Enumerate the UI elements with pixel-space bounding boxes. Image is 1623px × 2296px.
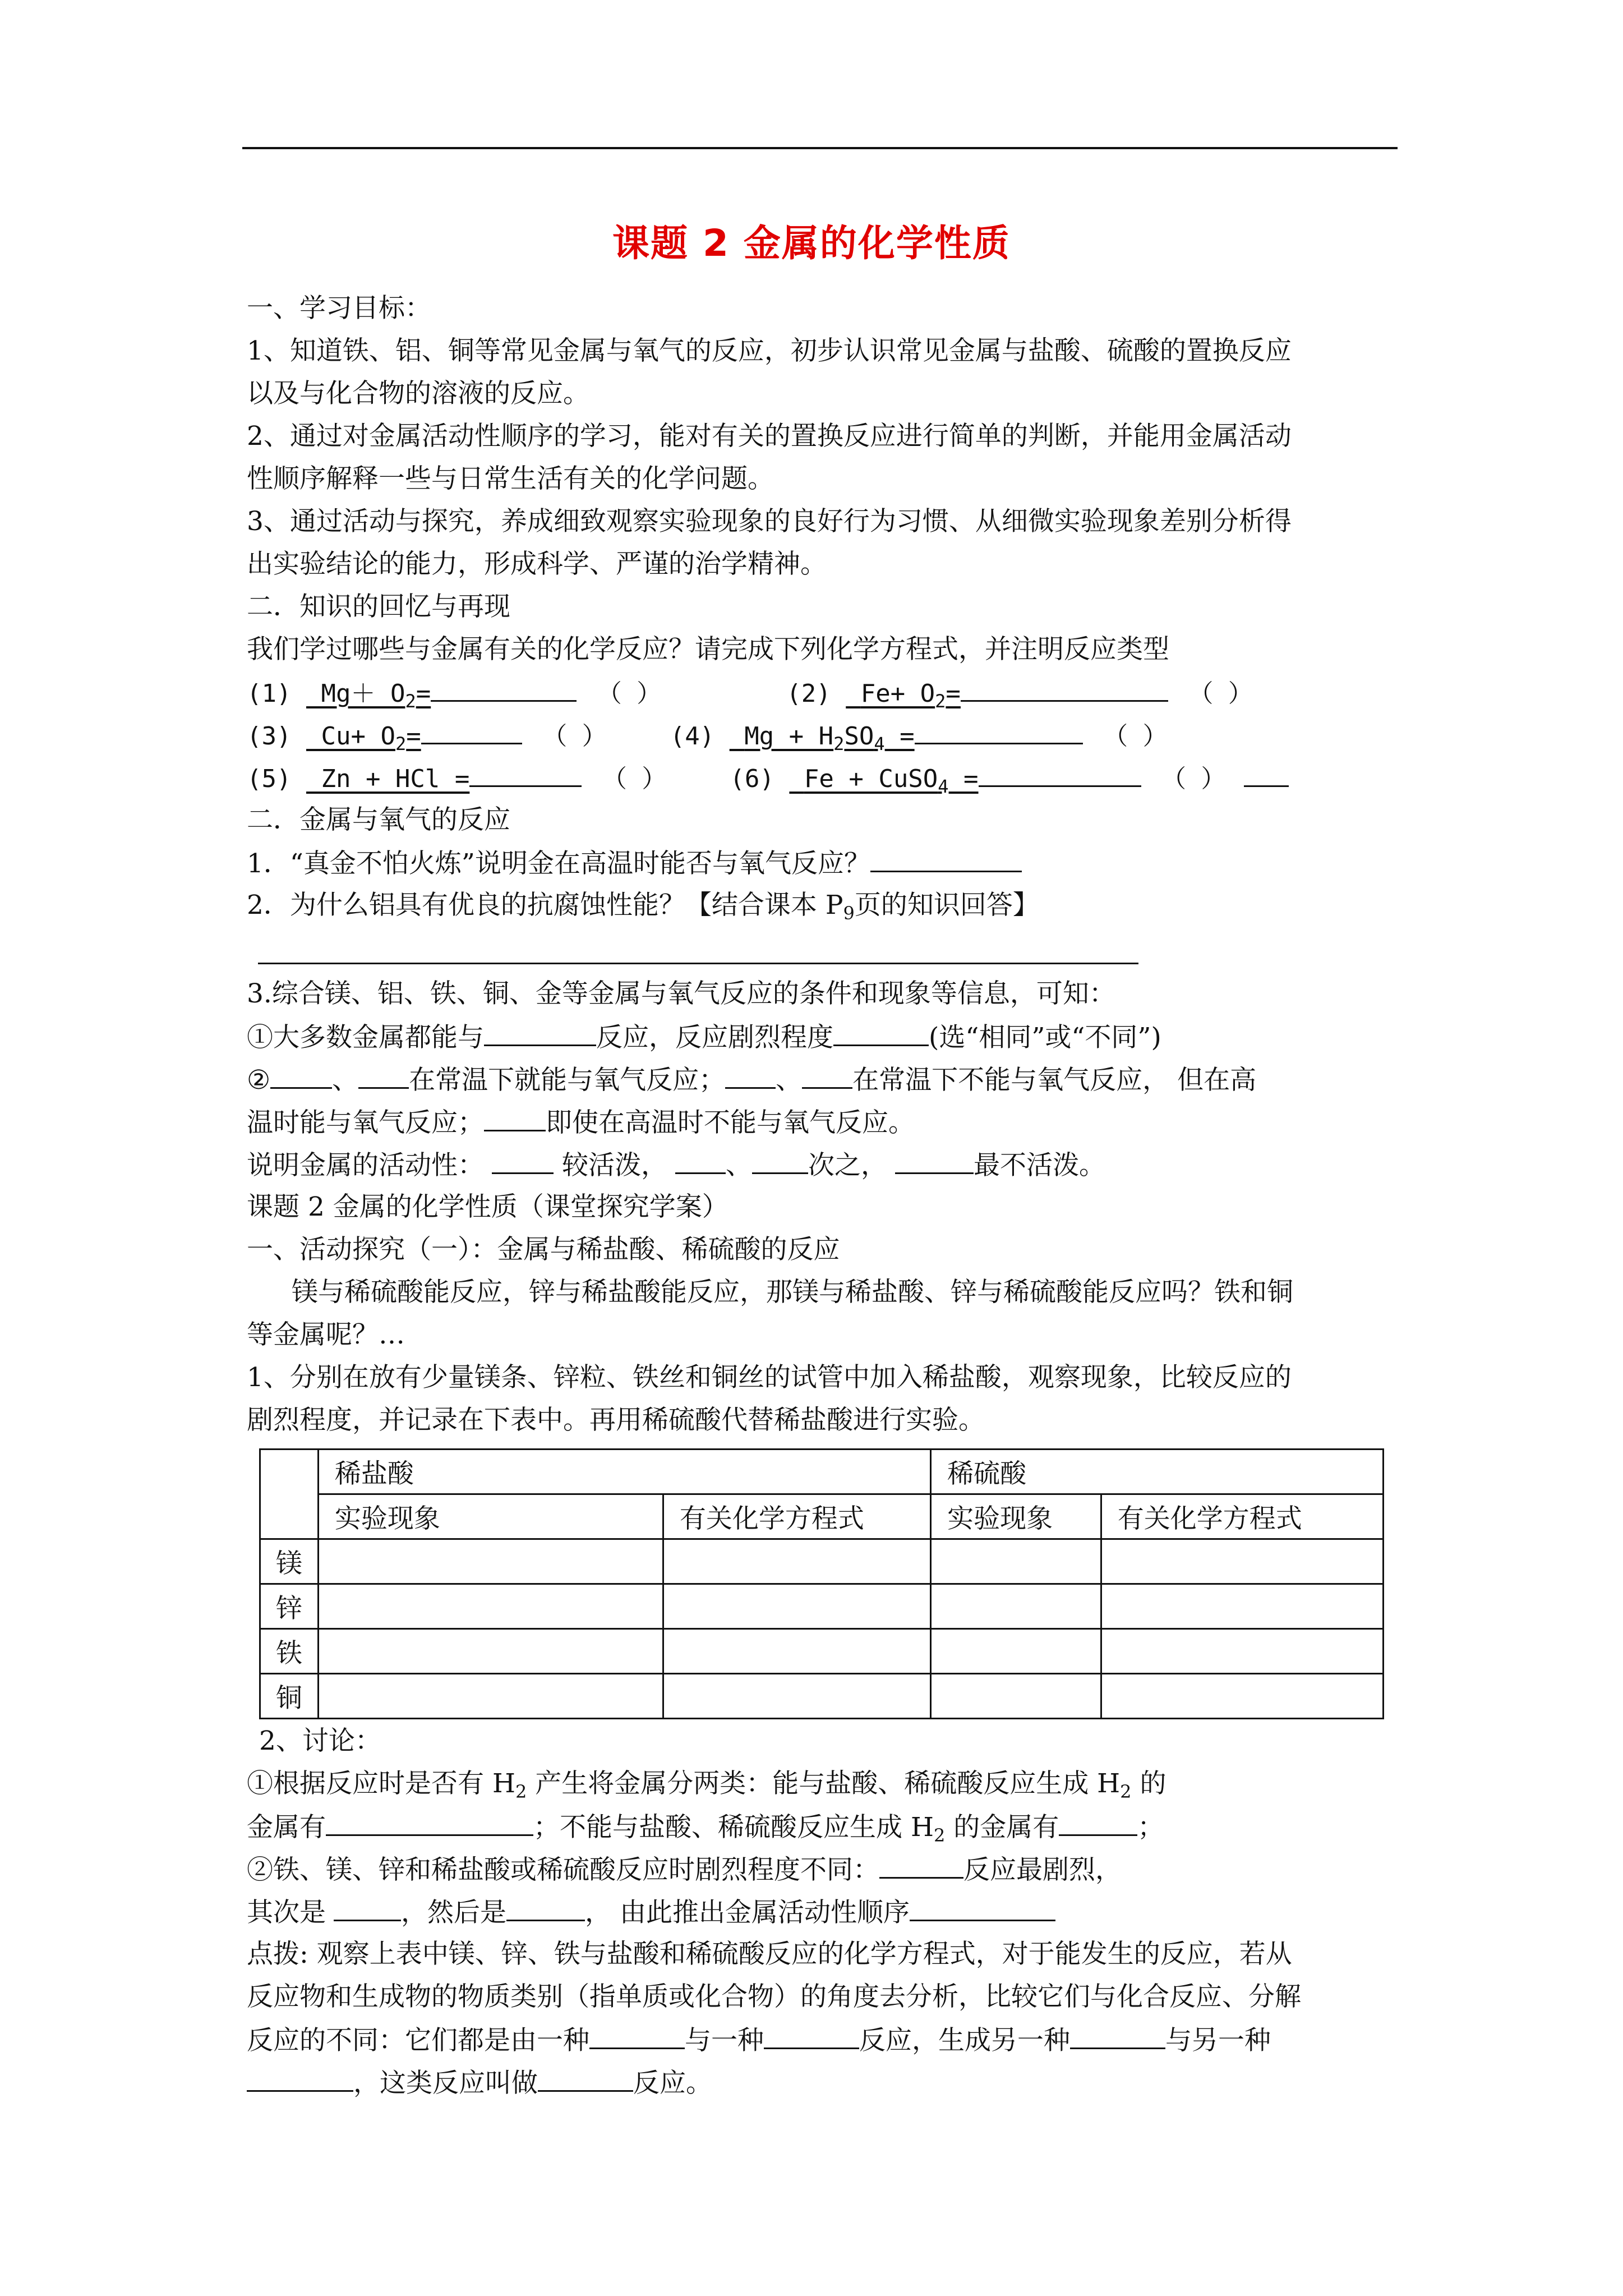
tip-line-2: 反应物和生成物的物质类别（指单质或化合物）的角度去分析，比较它们与化合反应、分解 bbox=[247, 1981, 1301, 2012]
d1-blank-1[interactable] bbox=[326, 1810, 533, 1836]
conclusion-2: ② 、 在常温下就能与氧气反应； 、 在常温下不能与氧气反应， 但在高 bbox=[247, 1062, 1256, 1097]
acid-header-hcl: 稀盐酸 bbox=[318, 1450, 930, 1494]
reaction-4: $Mg + H_2SO_4$ = bbox=[744, 722, 915, 754]
recall-prompt: 我们学过哪些与金属有关的化学反应？请完成下列化学方程式，并注明反应类型 bbox=[247, 634, 1169, 665]
table-row bbox=[260, 1629, 1384, 1674]
acid-header-h2so4: 稀硫酸 bbox=[931, 1450, 1384, 1494]
activity-heading: 一、活动探究（一）：金属与稀盐酸、稀硫酸的反应 bbox=[247, 1234, 840, 1265]
c1-blank-2[interactable] bbox=[833, 1020, 929, 1046]
goal-1-line-1: 1、知道铁、铝、铜等常见金属与氧气的反应，初步认识常见金属与盐酸、硫酸的置换反应 bbox=[247, 335, 1292, 366]
d2-blank-1[interactable] bbox=[879, 1852, 963, 1879]
table-row bbox=[260, 1494, 1384, 1539]
c2-blank-4[interactable] bbox=[802, 1062, 852, 1089]
table-cell[interactable] bbox=[663, 1674, 930, 1719]
c1-blank-1[interactable] bbox=[484, 1020, 596, 1046]
metal-label: 铜 bbox=[260, 1674, 319, 1719]
table-cell[interactable] bbox=[318, 1584, 663, 1629]
table-cell[interactable] bbox=[318, 1674, 663, 1719]
table-row bbox=[260, 1674, 1384, 1719]
reaction-row-3: (5) Zn + HCl = （ ） (6) Fe + CuSO$_4$ = （ ） bbox=[247, 761, 1289, 796]
c3-blank-3[interactable] bbox=[752, 1148, 808, 1174]
oxygen-heading: 二．金属与氧气的反应 bbox=[247, 804, 510, 835]
d2-blank-3[interactable] bbox=[506, 1895, 585, 1921]
question-2-answer-line[interactable] bbox=[258, 938, 1138, 964]
conclusion-2-cont: 温时能与氧气反应； 即使在高温时不能与氧气反应。 bbox=[247, 1105, 915, 1140]
discussion-2: ②铁、镁、锌和稀盐酸或稀硫酸反应时剧烈程度不同： 反应最剧烈， bbox=[247, 1852, 1122, 1887]
reaction-2-blank[interactable] bbox=[961, 675, 1168, 702]
tip-line-1: 点拨: 观察上表中镁、锌、铁与盐酸和稀硫酸反应的化学方程式，对于能发生的反应，若从 bbox=[247, 1939, 1292, 1970]
table-cell[interactable] bbox=[318, 1539, 663, 1584]
c2-blank-1[interactable] bbox=[270, 1062, 332, 1089]
question-3: 3.综合镁、铝、铁、铜、金等金属与氧气反应的条件和现象等信息，可知： bbox=[247, 978, 1115, 1009]
col-equation: 有关化学方程式 bbox=[663, 1494, 930, 1539]
discussion-2-cont: 其次是 ，然后是 ， 由此推出金属活动性顺序 bbox=[247, 1895, 1055, 1930]
table-cell[interactable] bbox=[318, 1629, 663, 1674]
c2-blank-2[interactable] bbox=[358, 1062, 409, 1089]
intro-line-1: 镁与稀硫酸能反应，锌与稀盐酸能反应，那镁与稀盐酸、锌与稀硫酸能反应吗？铁和铜 bbox=[292, 1277, 1293, 1308]
reaction-3-blank[interactable] bbox=[421, 718, 522, 744]
reaction-6: Fe + CuSO$_4$ = bbox=[804, 765, 979, 797]
table-cell[interactable] bbox=[931, 1539, 1101, 1584]
c2-blank-5[interactable] bbox=[484, 1105, 546, 1131]
recall-heading: 二．知识的回忆与再现 bbox=[247, 591, 510, 622]
question-2: 2．为什么铝具有优良的抗腐蚀性能？【结合课本 $P_9$页的知识回答】 bbox=[247, 890, 1039, 924]
reaction-3: $Cu+ O_2=$ bbox=[321, 722, 421, 754]
table-cell[interactable] bbox=[931, 1629, 1101, 1674]
question-1: 1．“真金不怕火炼”说明金在高温时能否与氧气反应？ bbox=[247, 846, 1022, 881]
c3-blank-1[interactable] bbox=[492, 1148, 554, 1174]
goal-1-line-2: 以及与化合物的溶液的反应。 bbox=[247, 378, 589, 409]
reaction-1: $Mg+ O_2=$ bbox=[321, 679, 431, 712]
table-cell[interactable] bbox=[1101, 1584, 1383, 1629]
goal-2-line-1: 2、通过对金属活动性顺序的学习，能对有关的置换反应进行简单的判断，并能用金属活动 bbox=[247, 421, 1292, 452]
tip-blank-3[interactable] bbox=[1070, 2023, 1165, 2049]
table-cell[interactable] bbox=[663, 1584, 930, 1629]
conclusion-1: ①大多数金属都能与 反应，反应剧烈程度 (选“相同”或“不同”) bbox=[247, 1020, 1161, 1055]
c3-blank-4[interactable] bbox=[895, 1148, 974, 1174]
discussion-heading: 2、讨论： bbox=[259, 1726, 381, 1756]
c2-blank-3[interactable] bbox=[725, 1062, 776, 1089]
reaction-6-blank[interactable] bbox=[979, 761, 1141, 787]
table-cell[interactable] bbox=[663, 1539, 930, 1584]
tip-blank-1[interactable] bbox=[589, 2023, 685, 2049]
d2-blank-2[interactable] bbox=[334, 1895, 401, 1921]
metal-label: 铁 bbox=[260, 1629, 319, 1674]
discussion-1: ①根据反应时是否有 $H_2$ 产生将金属分两类：能与盐酸、稀硫酸反应生成 $H_2$ 的 bbox=[247, 1768, 1166, 1802]
table-cell[interactable] bbox=[663, 1629, 930, 1674]
goal-2-line-2: 性顺序解释一些与日常生活有关的化学问题。 bbox=[247, 463, 774, 494]
reaction-2: $Fe+ O_2=$ bbox=[860, 679, 961, 712]
step-1-line-2: 剧烈程度，并记录在下表中。再用稀硫酸代替稀盐酸进行实验。 bbox=[247, 1405, 985, 1435]
tip-line-3: 反应的不同：它们都是由一种 与一种 反应，生成另一种 与另一种 bbox=[247, 2023, 1271, 2058]
class-heading: 课题 2 金属的化学性质（课堂探究学案） bbox=[247, 1191, 728, 1222]
metal-label: 镁 bbox=[260, 1539, 319, 1584]
tip-blank-5[interactable] bbox=[538, 2065, 633, 2092]
table-row bbox=[260, 1539, 1384, 1584]
experiment-table bbox=[259, 1448, 1384, 1719]
intro-line-2: 等金属呢？… bbox=[247, 1319, 405, 1350]
c3-blank-2[interactable] bbox=[675, 1148, 726, 1174]
col-phenomenon: 实验现象 bbox=[318, 1494, 663, 1539]
reaction-row-2: (3) $Cu+ O_2=$ （ ） (4) $Mg + H_2SO_4$ = （ ） bbox=[247, 718, 1168, 753]
reaction-6-extra-blank[interactable] bbox=[1244, 761, 1289, 787]
tip-line-4: ，这类反应叫做 反应。 bbox=[247, 2065, 712, 2100]
table-cell[interactable] bbox=[1101, 1629, 1383, 1674]
discussion-1-cont: 金属有 ；不能与盐酸、稀硫酸反应生成 $H_2$ 的金属有 ； bbox=[247, 1810, 1164, 1844]
table-cell[interactable] bbox=[1101, 1674, 1383, 1719]
reaction-5: Zn + HCl = bbox=[321, 765, 470, 793]
question-1-blank[interactable] bbox=[870, 846, 1022, 872]
header-rule bbox=[242, 147, 1398, 149]
col-equation: 有关化学方程式 bbox=[1101, 1494, 1383, 1539]
table-cell[interactable] bbox=[931, 1674, 1101, 1719]
goal-3-line-2: 出实验结论的能力，形成科学、严谨的治学精神。 bbox=[247, 549, 827, 579]
reaction-row-1: (1) $Mg+ O_2=$ （ ） (2) $Fe+ O_2=$ （ ） bbox=[247, 675, 1253, 711]
d1-blank-2[interactable] bbox=[1059, 1810, 1137, 1836]
reaction-4-blank[interactable] bbox=[915, 718, 1083, 744]
conclusion-3: 说明金属的活动性： 较活泼， 、 次之， 最不活泼。 bbox=[247, 1148, 1105, 1182]
table-cell[interactable] bbox=[1101, 1539, 1383, 1584]
table-row bbox=[260, 1584, 1384, 1629]
step-1-line-1: 1、分别在放有少量镁条、锌粒、铁丝和铜丝的试管中加入稀盐酸，观察现象，比较反应的 bbox=[247, 1362, 1292, 1393]
table-row bbox=[260, 1450, 1384, 1494]
tip-blank-2[interactable] bbox=[764, 2023, 859, 2049]
page-title: 课题 2 金属的化学性质 bbox=[612, 222, 1011, 265]
metal-label: 锌 bbox=[260, 1584, 319, 1629]
d2-blank-4[interactable] bbox=[910, 1895, 1055, 1921]
tip-blank-4[interactable] bbox=[247, 2065, 353, 2092]
reaction-1-blank[interactable] bbox=[431, 675, 577, 702]
reaction-5-blank[interactable] bbox=[469, 761, 582, 787]
col-phenomenon: 实验现象 bbox=[931, 1494, 1101, 1539]
goal-3-line-1: 3、通过活动与探究，养成细致观察实验现象的良好行为习惯、从细微实验现象差别分析得 bbox=[247, 506, 1292, 537]
goals-heading: 一、学习目标： bbox=[247, 293, 431, 324]
table-cell[interactable] bbox=[931, 1584, 1101, 1629]
